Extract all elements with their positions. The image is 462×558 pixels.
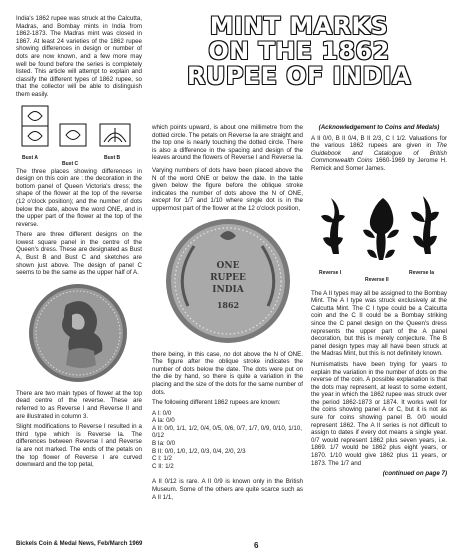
reverse-ia-paragraph: Slight modifications to Reverse I resulted in a third type which is Reverse Ia. The differences between Reverse I and Reverse Ia are not marked. The ends of the petals on the top flower of Reverse I are curved downward and the top petal,: [16, 423, 142, 469]
coin-text-rupee: RUPEE: [210, 272, 246, 283]
reverse-flower-sketches: [311, 176, 447, 288]
dots-text-a: Varying numbers of dots have been placed above the N of the word ONE or below the date. In the table given below the figure before the oblique stroke indicates the number of dots above the N of ONE,: [152, 166, 303, 197]
dots-theory-paragraph: Numismatists have been trying for years to explain the variation in the number of dots on the reverse of the coin. A possible explanation is that the dots may represent, at least to some extent, the year in which the 1862 rupee was struck over the period 1862-1873 or 1874. It works well for the coins showing panel A or C, but it is not as sure for coins showing panel B. 0/0 would represent 1862. The A II series is not difficult to assign to dates if every dot means a single year. 0/7 would represent 1862 plus seven years, i.e. 1869. 1/7 would be 1862 plus eight years, or 1870. 1/10 would give 1862 plus 11 years, or 1873. The 1/7 and: [311, 360, 447, 467]
bust-panel-sketches: [16, 102, 142, 154]
page-number: 6: [254, 541, 259, 550]
valuations-paragraph: [311, 135, 447, 173]
acknowledgement-credit: (Acknowledgement to Coins and Medals): [318, 124, 440, 131]
reverse-ii-label: Reverse II: [365, 276, 389, 283]
variety-item: A Ia: 0/0: [152, 417, 175, 425]
dots-text-emphasis: except: [152, 197, 171, 205]
variety-item: B II: 0/0, 1/0, 1/2, 0/3, 0/4, 2/0, 2/3: [152, 447, 246, 455]
bust-a-label: Bust A: [22, 154, 38, 161]
dots-expl-emphasis: no: [223, 350, 231, 358]
variety-item: A II: 0/0, 1/1, 1/2, 0/4, 0/5, 0/6, 0/7, 1/7, 0/9, 0/10, 1/10, 0/12: [152, 424, 302, 440]
coin-text-one: ONE: [216, 260, 240, 271]
flower-types-paragraph: There are two main types of flower at the top dead centre of the reverse. These are referred to as Reverse I and Reverse II and are illustrated in column 3.: [16, 389, 142, 420]
dots-expl-c: dot above the N of ONE. The figure after the oblique stroke indicates the number of dots below the date. The dots were put on the die by hand, so there is quite a variation in the placing and the size of the dots for the same number of dots.: [152, 350, 303, 396]
bust-b-sketch: [100, 124, 130, 146]
dots-paragraph: [152, 167, 303, 213]
reverse-ia-label: Reverse Ia: [409, 269, 435, 276]
page-title: [152, 14, 446, 89]
dots-expl-a: there being, in this case,: [152, 350, 222, 358]
mint-assignment-paragraph: The A II types may all be assigned to the Bombay Mint. The A I type was struck exclusively at the Calcutta Mint. The C I type could be a Calcutta coin and the C II could be a Bombay striking since the C panel design on the Queen's dress represents the upper part of the A panel decoration, but this is merely conjecture. The B panel design types may all have been struck at the Madras Mint, but this is not definitely known.: [311, 289, 447, 358]
panel-designs-paragraph: There are three different designs on the lowest square panel in the centre of the Queen's dress. These are designated as Bust A, Bust B and Bust C and sketches are shown just above. The design of panel C seems to be the same as the upper half of A.: [16, 231, 142, 277]
variety-item: A I: 0/0: [152, 409, 172, 417]
reverse-i-label: Reverse I: [319, 269, 342, 276]
bust-b-label: Bust B: [104, 154, 121, 161]
guidebook-title: The Guidebook and Catalogue of British Commonwealth Coins: [311, 142, 447, 165]
known-varieties-intro: The following different 1862 rupees are known:: [152, 399, 281, 407]
dots-text-c: for 1/7 and 1/10 where single dot is in the uppermost part of the flower at the 12 o'clock position,: [152, 197, 303, 212]
rarity-paragraph: A II 0/12 is rare. A II 0/9 is known only in the British Museum. Some of the others are quite scarce such as A II 1/1,: [152, 478, 303, 501]
bust-c-sketch: [60, 124, 86, 146]
rupee-reverse-coin-image: [152, 216, 303, 348]
reverse-i-flower-sketch: [321, 198, 345, 254]
varieties-list: [152, 410, 303, 471]
column-2: [152, 124, 303, 504]
continued-note: (continued on page 7): [382, 470, 447, 478]
column-1: [16, 15, 142, 472]
valuations-text-c: 1660-1969 by Jerome H. Remick and Somer James.: [311, 157, 447, 172]
design-differences-paragraph: The three places showing differences in design on this coin are : the decoration in the bottom panel of Queen Victoria's dress; the shape of the flower at the top of the reverse (12 o'clock position); and the number of dots below the date, above the word ONE, and in the upper part of the flower at the top of the reverse.: [16, 167, 142, 228]
page-footer: [16, 541, 446, 550]
variety-item: C I: 1/2: [152, 455, 172, 463]
reverse-ii-flower-sketch: [363, 198, 399, 260]
intro-paragraph: India's 1862 rupee was struck at the Calcutta, Madras, and Bombay mints in India from 1862-1873. The Madras mint was closed in 1867. At least 24 varieties of the 1862 rupee showing differences in design or number of dots are now known, and a few more may well be found before the series is completely listed. This article will attempt to explain and classify the different types of 1862 rupee, so that the collector will be able to distinguish them easily.: [16, 15, 142, 98]
bust-a-sketch: [22, 106, 48, 146]
title-line-3: RUPEE OF INDIA: [187, 62, 411, 90]
valuations-text-a: A II 0/0, B II 0/4, B II 2/3, C I 1/2. Valuations for the various 1862 rupees are given in: [311, 134, 447, 150]
petals-paragraph: which points upward, is about one millimetre from the dotted circle. The petals on Reverse Ia are straight and the top one is nearly touching the dotted circle. There is also a difference in the spacing and design of the leaves around the flowers of Reverse I and Reverse Ia.: [152, 124, 303, 162]
publication-credit: Bickels Coin & Medal News, Feb/March 1969: [16, 541, 143, 547]
reverse-ia-flower-sketch: [411, 196, 439, 254]
title-line-1: MINT MARKS: [209, 12, 389, 40]
victoria-coin-image: [16, 281, 142, 387]
coin-text-date: 1862: [216, 299, 240, 310]
bust-sketches: [16, 102, 142, 168]
variety-item: C II: 1/2: [152, 462, 174, 470]
coin-text-india: INDIA: [212, 284, 244, 295]
variety-item: B Ia: 0/0: [152, 440, 176, 448]
column-3: [311, 124, 447, 478]
dots-explanation-paragraph: [152, 351, 303, 397]
bust-c-label: Bust C: [62, 160, 79, 167]
title-line-2: ON THE 1862: [208, 37, 390, 65]
